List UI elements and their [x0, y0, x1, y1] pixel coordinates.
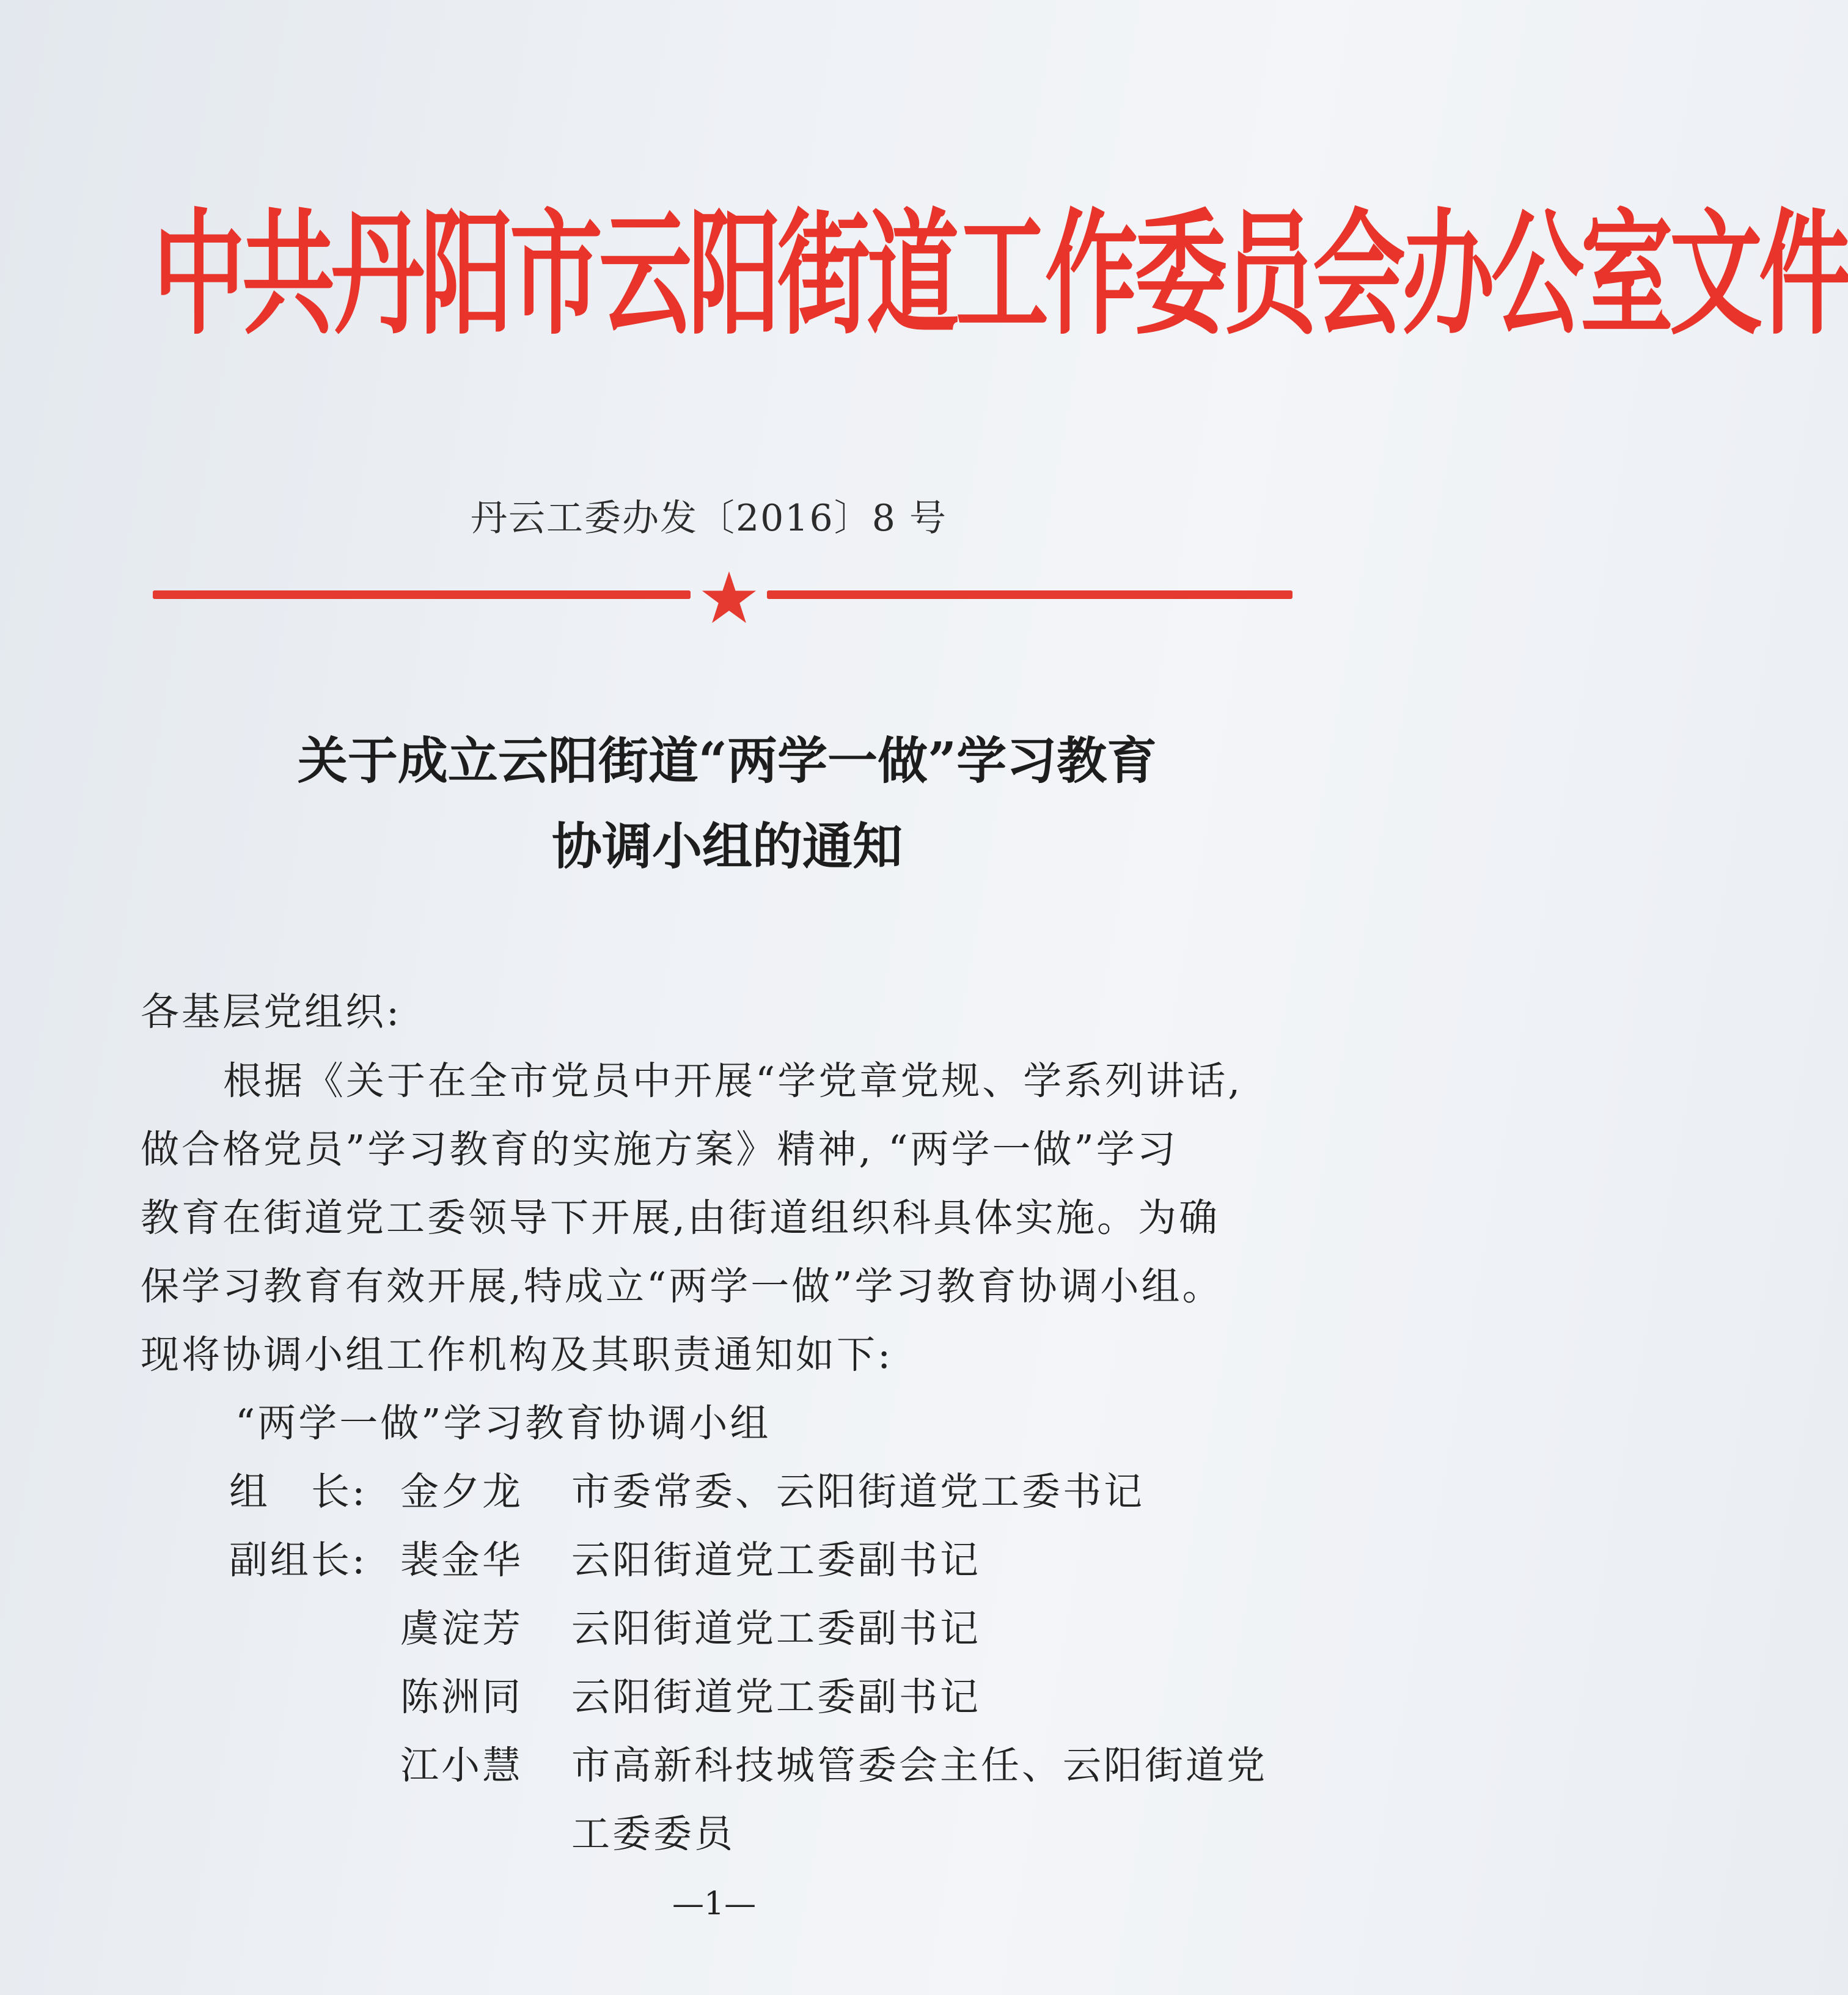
member-position-continued: 工委委员 [571, 1812, 735, 1856]
paragraph-line: 根据《关于在全市党员中开展“学党章党规、学系列讲话, [223, 1059, 1243, 1103]
member-position: 市委常委、云阳街道党工委书记 [571, 1469, 1145, 1514]
salutation: 各基层党组织: [141, 990, 402, 1034]
issuing-office-title: 中共丹阳市云阳街道工作委员会办公室文件 [153, 196, 1848, 353]
red-rule-right [767, 590, 1292, 599]
member-name: 陈洲同 [400, 1675, 523, 1719]
member-position: 市高新科技城管委会主任、云阳街道党 [571, 1743, 1267, 1788]
member-name: 江小慧 [400, 1743, 523, 1788]
paragraph-line: 教育在街道党工委领导下开展,由街道组织科具体实施。为确 [141, 1196, 1220, 1240]
notice-title-line-2: 协调小组的通知 [551, 817, 903, 876]
member-name: 金夕龙 [400, 1469, 523, 1514]
member-position: 云阳街道党工委副书记 [571, 1538, 981, 1582]
page-number: —1— [672, 1886, 757, 1922]
member-position: 云阳街道党工委副书记 [571, 1606, 981, 1651]
paragraph-line: 现将协调小组工作机构及其职责通知如下: [141, 1332, 893, 1377]
red-star-icon [700, 568, 758, 627]
member-position: 云阳街道党工委副书记 [571, 1675, 981, 1719]
paragraph-line: 保学习教育有效开展,特成立“两学一做”学习教育协调小组。 [141, 1264, 1223, 1309]
red-rule-left [153, 590, 691, 599]
paragraph-line: 做合格党员”学习教育的实施方案》精神, “两学一做”学习 [141, 1127, 1178, 1172]
leader-label: 组 长: [229, 1469, 368, 1514]
group-heading: “两学一做”学习教育协调小组 [235, 1401, 771, 1446]
member-name: 裴金华 [400, 1538, 523, 1582]
notice-title-line-1: 关于成立云阳街道“两学一做”学习教育 [297, 732, 1157, 790]
document-number: 丹云工委办发〔2016〕8 号 [471, 497, 947, 540]
deputy-leader-label: 副组长: [229, 1538, 368, 1582]
member-name: 虞淀芳 [400, 1606, 523, 1651]
